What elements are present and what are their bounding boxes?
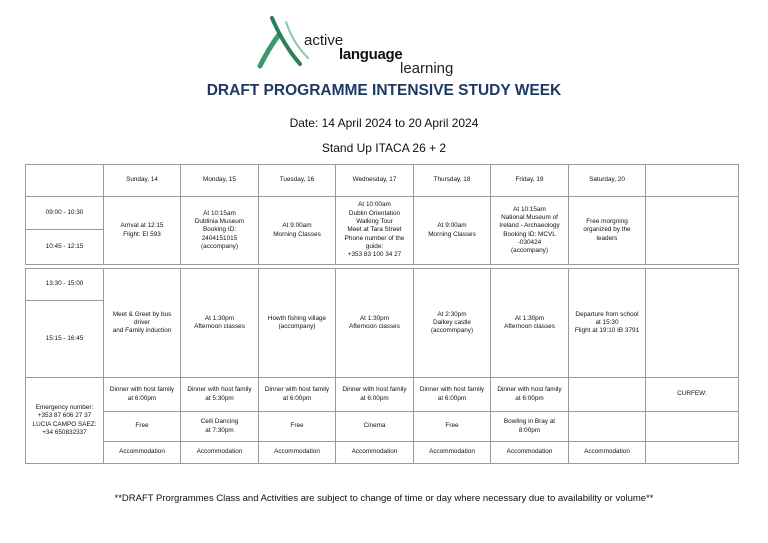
cell-line: Booking ID:: [202, 226, 237, 234]
cell-line: Free morgning: [586, 218, 628, 225]
cell-line: +34 650832337: [42, 428, 87, 436]
cell-line: (accommpany): [430, 327, 474, 335]
cell-line: at 6:00pm: [282, 394, 312, 402]
cell-line: Flight: EI 593: [123, 230, 161, 238]
cell-line: Afternoon classes: [194, 323, 245, 330]
activity-cell: [181, 197, 259, 265]
accommodation-cell: Accommodation: [104, 442, 181, 464]
day-header: Monday, 15: [181, 165, 259, 197]
cell-line: Morning Classes: [273, 230, 321, 238]
dinner-cell: [104, 378, 181, 412]
cell-line: -030424: [517, 238, 542, 246]
dinner-cell: [181, 378, 259, 412]
day-header: Saturday, 20: [569, 165, 646, 197]
cell-line: Phone number of the: [344, 234, 405, 242]
activity-cell: [336, 269, 414, 378]
cell-line: Dinner with host family: [342, 386, 407, 394]
dinner-cell: [414, 378, 491, 412]
accommodation-cell: Accommodation: [414, 442, 491, 464]
evening-cell: [181, 412, 259, 442]
logo-word-language: language: [339, 46, 403, 63]
cell-line: at 5:30pm: [205, 394, 234, 402]
cell-line: At 1:30pm: [204, 314, 235, 322]
cell-line: leaders: [596, 234, 618, 242]
curfew-label: CURFEW:: [646, 378, 739, 412]
cell-line: Ceili Dancing: [200, 418, 239, 426]
accommodation-row: [26, 442, 739, 464]
group-name: Stand Up ITACA 26 + 2: [321, 141, 447, 155]
cell-line: driver: [134, 318, 150, 326]
activity-cell: [491, 197, 569, 265]
evening-cell: [414, 412, 491, 442]
dinner-cell: [259, 378, 336, 412]
empty-cell: [646, 442, 739, 464]
dinner-cell: [336, 378, 414, 412]
cell-line: Dublinia Museum: [194, 218, 245, 225]
cell-line: at 6:00pm: [127, 394, 157, 402]
accommodation-cell: Accommodation: [336, 442, 414, 464]
cell-line: Arrival at 12:15: [120, 222, 164, 230]
cell-line: Howth fishing village: [267, 314, 327, 322]
page-title: DRAFT PROGRAMME INTENSIVE STUDY WEEK: [206, 82, 562, 99]
cell-line: Meet & Greet by bus: [112, 310, 172, 318]
cell-line: LUCIA CAMPO SAEZ:: [32, 420, 97, 428]
empty-cell: [646, 412, 739, 442]
cell-line: Flight at 19:10 IB 3791: [574, 327, 640, 335]
cell-line: Dinner with host family: [109, 386, 175, 394]
evening-cell: [259, 412, 336, 442]
activity-cell: [104, 269, 181, 378]
cell-line: Afternoon classes: [504, 323, 555, 330]
cell-line: At 10:00am: [358, 201, 391, 209]
evening-cell: [336, 412, 414, 442]
cell-line: At 9:00am: [437, 222, 467, 230]
day-header: Friday, 19: [491, 165, 569, 197]
activity-cell: [414, 269, 491, 378]
cell-line: (accompany): [201, 242, 238, 250]
lambda-logo-icon: [252, 14, 312, 72]
day-header: Sunday, 14: [104, 165, 181, 197]
cell-line: Meet at Tara Street: [347, 226, 402, 234]
header-row: [26, 165, 739, 197]
cell-line: at 6:00pm: [515, 394, 544, 402]
cell-line: at 6:00pm: [360, 394, 389, 402]
cell-line: guide:: [365, 242, 384, 250]
cell-line: (accompany): [511, 247, 548, 255]
time-slot: 09:00 - 10:30: [26, 197, 104, 230]
cell-line: Walking Tour: [356, 218, 393, 225]
accommodation-cell: Accommodation: [569, 442, 646, 464]
dinner-cell: [569, 378, 646, 412]
activity-cell: [104, 197, 181, 265]
activity-cell: [181, 269, 259, 378]
time-slot: 13:30 - 15:00: [26, 269, 104, 301]
logo-word-learning: learning: [400, 60, 454, 77]
activity-cell: [569, 269, 646, 378]
day-header: Wednesday, 17: [336, 165, 414, 197]
cell-line: Emergency number:: [35, 403, 94, 411]
emergency-contact: [26, 378, 104, 464]
cell-line: Afternoon classes: [349, 323, 400, 330]
cell-line: and Family induction: [112, 327, 172, 335]
cell-line: Bowling in Bray at: [503, 418, 556, 426]
evening-cell: [104, 412, 181, 442]
cell-line: Morning Classes: [428, 230, 476, 238]
cell-line: Dublin Orientation: [348, 209, 401, 217]
time-slot: 15:15 - 16:45: [26, 301, 104, 378]
header-empty-cell: [646, 165, 739, 197]
cell-line: Free: [445, 422, 459, 430]
evening-row: [26, 412, 739, 442]
cell-line: Dinner with host family: [264, 386, 330, 394]
day-header: Thursday, 18: [414, 165, 491, 197]
empty-cell: [646, 197, 739, 265]
cell-line: Dinner with host family: [419, 386, 485, 394]
activity-cell: [414, 197, 491, 265]
cell-line: At 1:30pm: [514, 314, 545, 322]
activity-cell: [491, 269, 569, 378]
cell-line: Ireland - Archaeology: [499, 222, 560, 230]
afternoon-row-1: [26, 269, 739, 301]
cell-line: 2404151015: [201, 234, 238, 242]
cell-line: National Museum of: [501, 213, 558, 221]
cell-line: Departure from school: [575, 310, 639, 318]
dinner-row: [26, 378, 739, 412]
accommodation-cell: Accommodation: [491, 442, 569, 464]
date-range: Date: 14 April 2024 to 20 April 2024: [289, 116, 479, 130]
day-header: Tuesday, 16: [259, 165, 336, 197]
activity-cell: [259, 269, 336, 378]
cell-line: Free: [135, 422, 149, 430]
footer-note: **DRAFT Prorgrammes Class and Activities are subject to change of time or day where necessary due to availability or volume**: [114, 493, 654, 504]
morning-row-1: [26, 197, 739, 230]
cell-line: Free: [290, 422, 304, 430]
programme-table: [25, 164, 739, 464]
cell-line: 8:00pm: [518, 426, 541, 434]
activity-cell: [569, 197, 646, 265]
header-empty-cell: [26, 165, 104, 197]
cell-line: Cinema: [363, 422, 386, 430]
cell-line: at 6:00pm: [437, 394, 467, 402]
cell-line: At 1:30pm: [359, 314, 390, 322]
accommodation-cell: Accommodation: [181, 442, 259, 464]
empty-cell: [646, 269, 739, 378]
cell-line: +353 83 100 34 27: [347, 251, 402, 259]
evening-cell: [491, 412, 569, 442]
cell-line: at 7:30pm: [205, 426, 234, 434]
dinner-cell: [491, 378, 569, 412]
cell-line: +353 87 606 27 37: [37, 412, 92, 420]
activity-cell: [259, 197, 336, 265]
activity-cell: [336, 197, 414, 265]
cell-line: At 10:15am: [513, 205, 546, 213]
cell-line: Booking ID: MCVL: [503, 230, 556, 238]
cell-line: organized by the: [583, 226, 631, 234]
cell-line: Dinner with host family: [497, 386, 562, 394]
time-slot: 10:45 - 12:15: [26, 230, 104, 265]
cell-line: At 9:00am: [282, 222, 312, 230]
company-logo: [252, 14, 472, 77]
cell-line: Dinner with host family: [187, 386, 252, 394]
cell-line: (accompany): [278, 323, 316, 330]
cell-line: at 15:30: [595, 318, 619, 326]
cell-line: At 10:15am: [203, 209, 236, 217]
cell-line: At 2:30pm: [437, 310, 467, 318]
logo-word-active: active: [304, 32, 344, 49]
accommodation-cell: Accommodation: [259, 442, 336, 464]
evening-cell: [569, 412, 646, 442]
cell-line: Dalkey castle: [432, 318, 471, 326]
